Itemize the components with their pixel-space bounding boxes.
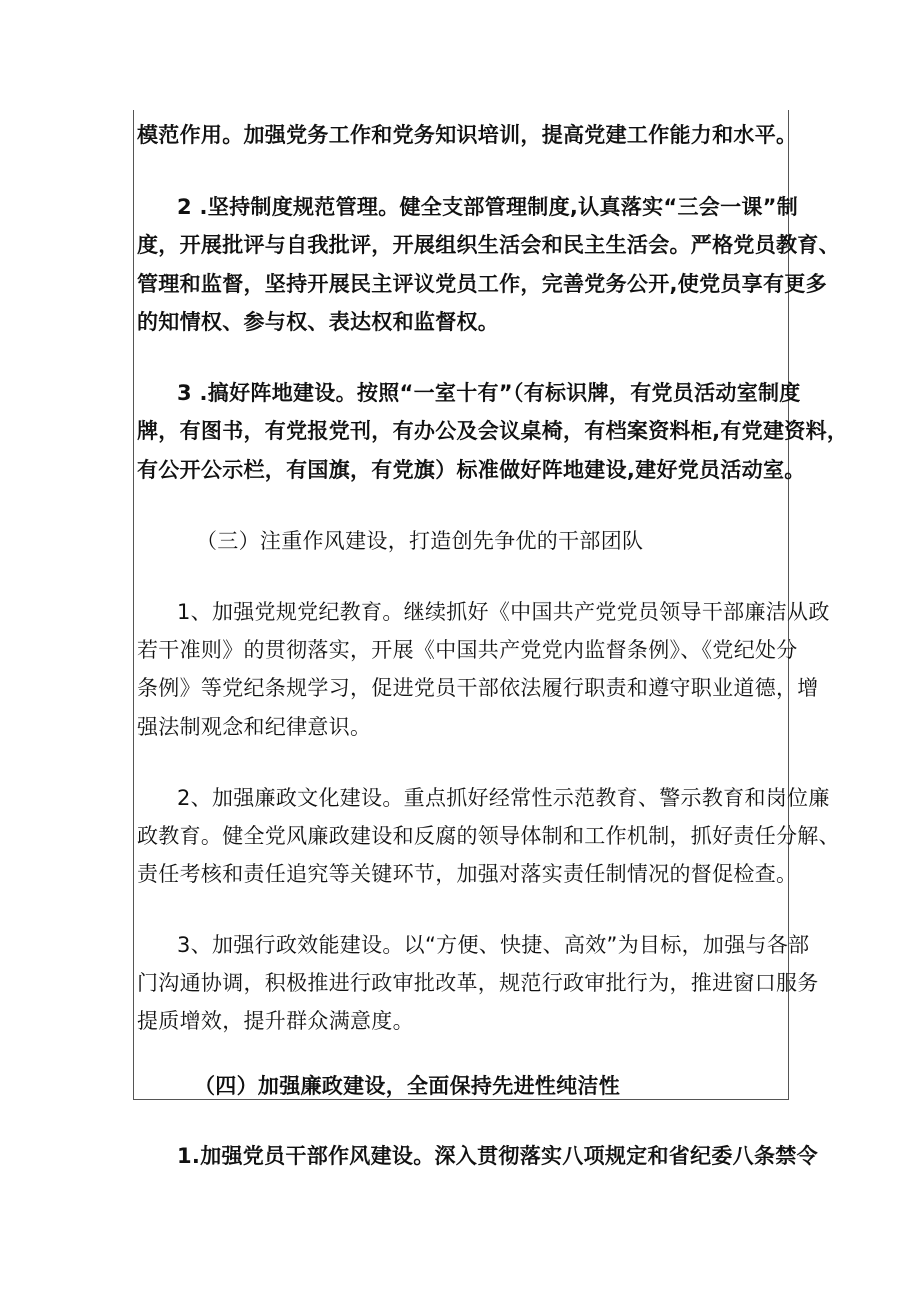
item-2-heading: 2 .坚持制度规范管理。健全支部管理制度,认真落实“三会一课”制 [177,195,799,219]
text-line: 门沟通协调，积极推进行政审批改革，规范行政审批行为，推进窗口服务 [137,971,819,995]
text-line: 模范作用。加强党务工作和党务知识培训，提高党建工作能力和水平。 [137,123,798,147]
text-line: 强法制观念和纪律意识。 [137,715,372,739]
text-line: 度，开展批评与自我批评，开展组织生活会和民主生活会。严格党员教育、 [137,233,840,257]
text-line: 的知情权、参与权、表达权和监督权。 [137,310,500,334]
text-line: 牌，有图书，有党报党刊，有办公及会议桌椅，有档案资料柜,有党建资料， [137,419,849,443]
text-line: 条例》等党纪条规学习，促进党员干部依法履行职责和遵守职业道德，增 [137,676,819,700]
text-line: 管理和监督，坚持开展民主评议党员工作，完善党务公开,使党员享有更多 [137,272,827,296]
text-line: 提质增效，提升群众满意度。 [137,1009,414,1033]
item-1-heading: 1、加强党规党纪教育。继续抓好《中国共产党党员领导干部廉洁从政 [177,600,830,624]
text-line: 责任考核和责任追究等关键环节，加强对落实责任制情况的督促检查。 [137,862,798,886]
text-line: 有公开公示栏，有国旗，有党旗）标准做好阵地建设,建好党员活动室。 [137,458,806,482]
item-2-heading: 2、加强廉政文化建设。重点抓好经常性示范教育、警示教育和岗位廉 [177,786,830,810]
text-line: 若干准则》的贯彻落实，开展《中国共产党党内监督条例》、《党纪处分 [137,638,798,662]
section-3-heading: （三）注重作风建设，打造创先争优的干部团队 [196,529,644,553]
item-3-heading: 3 .搞好阵地建设。按照“一室十有”（有标识牌，有党员活动室制度 [177,381,801,405]
item-1-heading: 1.加强党员干部作风建设。深入贯彻落实八项规定和省纪委八条禁令 [177,1144,818,1168]
text-line: 政教育。健全党风廉政建设和反腐的领导体制和工作机制，抓好责任分解、 [137,824,840,848]
item-3-heading: 3、加强行政效能建设。以“方便、快捷、高效”为目标，加强与各部 [177,933,810,957]
section-4-heading: （四）加强廉政建设，全面保持先进性纯洁性 [194,1074,620,1098]
